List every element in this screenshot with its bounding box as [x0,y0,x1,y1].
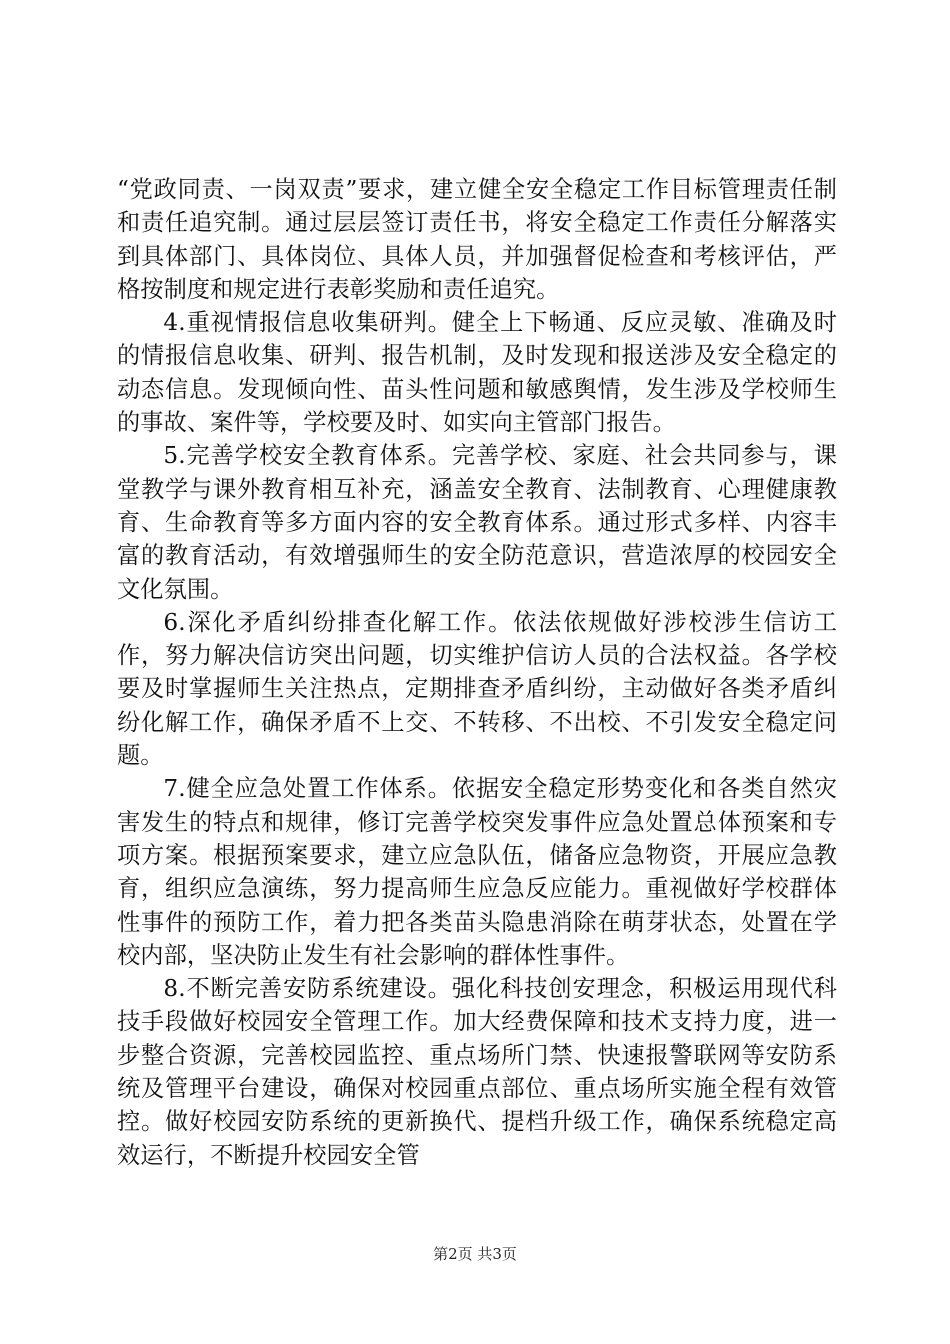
paragraph-item-4: 4.重视情报信息收集研判。健全上下畅通、反应灵敏、准确及时的情报信息收集、研判、报告机制，及时发现和报送涉及安全稳定的动态信息。发现倾向性、苗头性问题和敏感舆情，发生涉及学校师生的事故、案件等，学校要及时、如实向主管部门报告。 [117,309,837,437]
page-number-footer: 第2页 共3页 [433,1245,517,1263]
document-body [117,173,837,1172]
paragraph-item-7: 7.健全应急处置工作体系。依据安全稳定形势变化和各类自然灾害发生的特点和规律，修订完善学校突发事件应急处置总体预案和专项方案。根据预案要求，建立应急队伍，储备应急物资，开展应急教育，组织应急演练，努力提高师生应急反应能力。重视做好学校群体性事件的预防工作，着力把各类苗头隐患消除在萌芽状态，处置在学校内部，坚决防止发生有社会影响的群体性事件。 [117,775,837,969]
paragraph-item-5: 5.完善学校安全教育体系。完善学校、家庭、社会共同参与，课堂教学与课外教育相互补充，涵盖安全教育、法制教育、心理健康教育、生命教育等多方面内容的安全教育体系。通过形式多样、内容丰富的教育活动，有效增强师生的安全防范意识，营造浓厚的校园安全文化氛围。 [117,442,837,603]
paragraph-item-6: 6.深化矛盾纠纷排查化解工作。依法依规做好涉校涉生信访工作，努力解决信访突出问题，切实维护信访人员的合法权益。各学校要及时掌握师生关注热点，定期排查矛盾纠纷，主动做好各类矛盾纠纷化解工作，确保矛盾不上交、不转移、不出校、不引发安全稳定问题。 [117,608,837,770]
paragraph-item-8: 8.不断完善安防系统建设。强化科技创安理念，积极运用现代科技手段做好校园安全管理工作。加大经费保障和技术支持力度，进一步整合资源，完善校园监控、重点场所门禁、快速报警联网等安防系统及管理平台建设，确保对校园重点部位、重点场所实施全程有效管控。做好校园安防系统的更新换代、提档升级工作，确保系统稳定高效运行，不断提升校园安全管 [117,975,837,1169]
paragraph-continuation: “党政同责、一岗双责”要求，建立健全安全稳定工作目标管理责任制和责任追究制。通过层层签订责任书，将安全稳定工作责任分解落实到具体部门、具体岗位、具体人员，并加强督促检查和考核评估，严格按制度和规定进行表彰奖励和责任追究。 [117,176,837,303]
